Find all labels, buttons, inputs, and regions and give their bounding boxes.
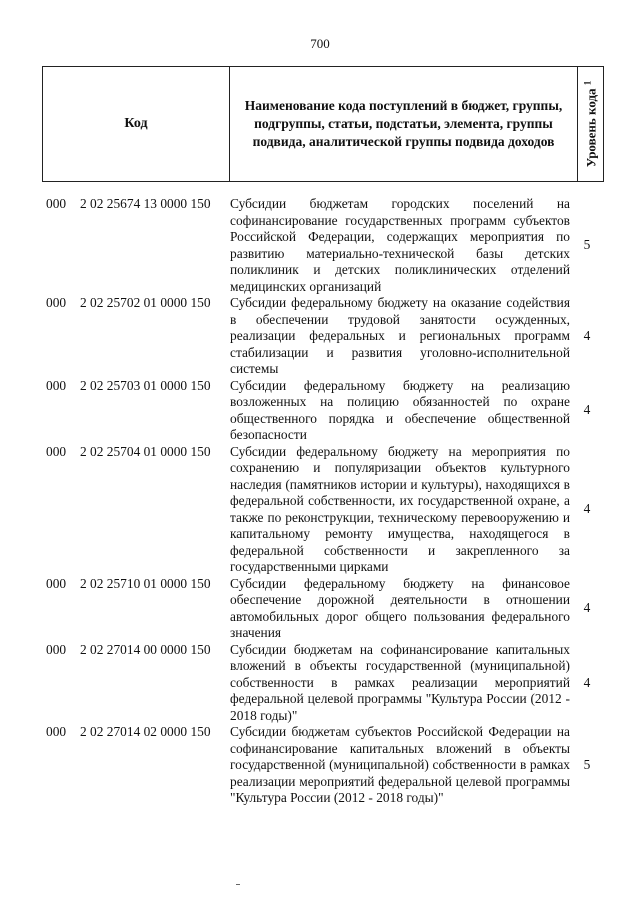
scan-mark [236,884,240,885]
header-code: Код [43,67,230,181]
header-name: Наименование кода поступлений в бюджет, группы, подгруппы, статьи, подстатьи, элемента, группы подвида, аналитической группы подвида доходов [230,67,578,181]
table-row [42,576,604,642]
row-level: 5 [583,757,591,772]
row-description: Субсидии федеральному бюджету на реализацию возложенных на полицию обязанностей по охране общественного порядка и обеспечение общественной безопасности [230,377,570,442]
table-row [42,378,604,444]
row-level: 4 [583,600,591,616]
page-number: 700 [310,36,330,51]
table-row [42,196,604,295]
row-level: 4 [583,674,591,690]
row-org-code: 000 [46,196,67,211]
row-description: Субсидии бюджетам на софинансирование капитальных вложений в объекты государственной (муниципальной) собственности в рамках реализации мероприятий федеральной целевой программы "Культура России (2012 - 2018 годы)" [230,641,570,723]
row-code: 2 02 27014 02 0000 150 [80,724,211,739]
table-row [42,295,604,378]
header-level-cell [578,67,603,181]
row-code: 2 02 25674 13 0000 150 [80,196,211,211]
row-org-code: 000 [46,295,67,310]
row-code: 2 02 27014 00 0000 150 [80,641,211,657]
row-level: 4 [583,501,591,517]
row-description: Субсидии федеральному бюджету на мероприятия по сохранению и популяризации объектов культурного наследия (памятников истории и культуры), находящихся в федеральной собственности, их государственной охране, а также по реконструкции, техническому перевооружению и капитальному ремонту имущества, находящегося в федеральной собственности и закрепленного за государственными цирками [230,443,570,574]
row-org-code: 000 [46,377,67,393]
row-description: Субсидии бюджетам субъектов Российской Федерации на софинансирование капитальных вложений в объекты государственной (муниципальной) собственности в рамках реализации мероприятий федеральной целевой программы "Культура России (2012 - 2018 годы)" [230,724,570,805]
row-org-code: 000 [46,443,67,459]
row-description: Субсидии федеральному бюджету на финансовое обеспечение дорожной деятельности в отношении автомобильных дорог общего пользования федерального значения [230,575,570,640]
row-code: 2 02 25703 01 0000 150 [80,377,211,393]
row-org-code: 000 [46,641,67,657]
row-level: 5 [583,237,591,253]
header-level-label: Уровень кода [583,88,599,168]
row-org-code: 000 [46,724,67,739]
row-description: Субсидии бюджетам городских поселений на софинансирование государственных программ субъектов Российской Федерации, содержащих мероприятия по развитию материально-технической базы детских поликлиник и детских поликлинических отделений медицинских организаций [230,196,570,294]
table-row [42,444,604,576]
table-body [42,196,604,807]
header-level [582,81,599,168]
row-org-code: 000 [46,575,67,591]
table-row [42,724,604,807]
header-level-footnote: 1 [581,80,592,86]
row-code: 2 02 25710 01 0000 150 [80,575,211,591]
row-code: 2 02 25702 01 0000 150 [80,295,211,310]
row-code: 2 02 25704 01 0000 150 [80,443,211,459]
table-header [42,66,604,182]
row-description: Субсидии федеральному бюджету на оказание содействия в обеспечении трудовой занятости осужденных, реализации федеральных и региональных программ стабилизации и развития уголовно-исполнительной системы [230,295,570,376]
row-level: 4 [583,402,591,418]
table-row [42,642,604,725]
row-level: 4 [583,328,591,343]
